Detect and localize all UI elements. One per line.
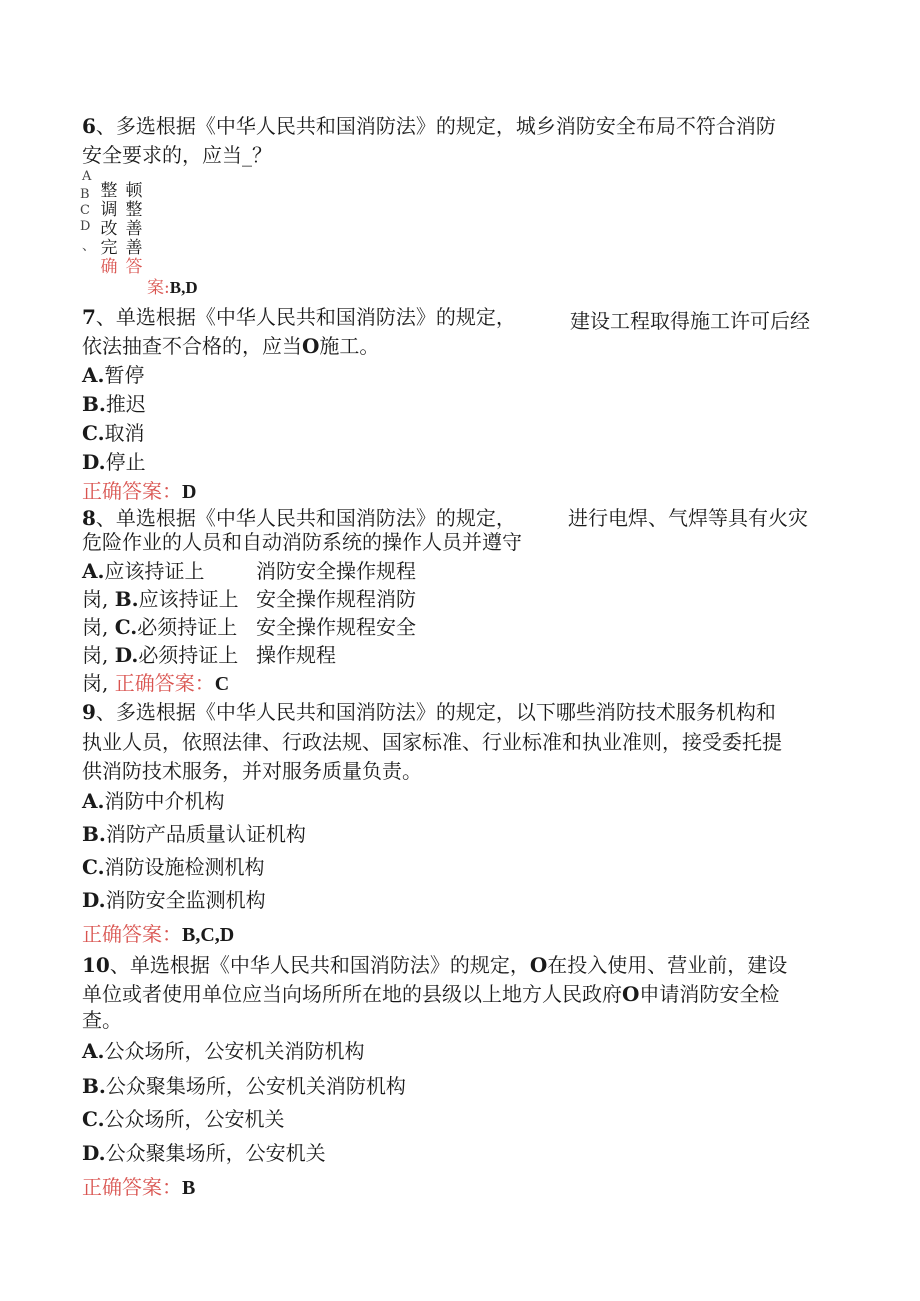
q10-line1 [82, 952, 787, 978]
q7-option-c-label: C. [82, 421, 105, 445]
q8-answer-value: C [214, 673, 230, 695]
q9-line1 [82, 699, 776, 725]
q8-row-b-right [256, 586, 416, 612]
q10-blank-marker-2: O [622, 982, 640, 1006]
q7-option-b-label: B. [82, 392, 106, 416]
q10-text-line2a: 单位或者使用单位应当向场所所在地的县级以上地方人民政府 [82, 982, 622, 1006]
q7-option-a [82, 362, 144, 388]
q6-frag-sep: 、 [82, 239, 96, 254]
q9-text-line2: 执业人员，依照法律、行政法规、国家标准、行业标准和执业准则，接受委托提 [82, 730, 782, 754]
q6-text-line1: 、多选根据《中华人民共和国消防法》的规定，城乡消防安全布局不符合消防 [95, 114, 776, 138]
q10-text-line3: 查。 [82, 1008, 122, 1032]
q6-frag-a: A [82, 169, 92, 184]
q9-option-a-label: A. [82, 789, 105, 813]
q7-answer [82, 478, 196, 505]
q6-answer-label: 案: [147, 278, 170, 298]
q8-row-d-right-text: 操作规程 [256, 643, 336, 667]
q8-row-b-right-text: 安全操作规程消防 [256, 587, 416, 611]
q6-answer [147, 278, 198, 298]
q9-option-b [82, 821, 306, 847]
q7-line1 [82, 304, 516, 330]
q8-option-b-label: B. [114, 587, 139, 611]
q8-last-prefix: 岗, [82, 671, 109, 695]
q8-text-line1a: 、单选根据《中华人民共和国消防法》的规定， [95, 506, 516, 530]
q10-text-line1c: 在投入使用、营业前，建设 [547, 953, 788, 977]
q6-number: 6 [82, 114, 96, 138]
q10-number: 10 [82, 953, 110, 977]
q9-text-line1: 、多选根据《中华人民共和国消防法》的规定，以下哪些消防技术服务机构和 [95, 700, 776, 724]
q8-option-d-label: D. [114, 643, 139, 667]
q10-answer [82, 1174, 195, 1201]
q9-option-c-label: C. [82, 855, 105, 879]
q6-col1-char: 改 [100, 219, 118, 239]
q8-option-b-text: 应该持证上 [138, 587, 239, 611]
q10-option-a-text: 公众场所，公安机关消防机构 [104, 1039, 365, 1063]
q6-col2-char: 整 [125, 200, 143, 220]
q6-line2 [82, 142, 272, 168]
q7-answer-label: 正确答案： [82, 479, 182, 503]
q8-option-c-text: 必须持证上 [137, 615, 238, 639]
q7-text-line1a: 、单选根据《中华人民共和国消防法》的规定， [95, 305, 516, 329]
q9-option-d [82, 887, 266, 913]
q6-col2-char: 答 [125, 257, 143, 277]
q10-option-d-label: D. [82, 1141, 106, 1165]
q6-col1-char: 确 [100, 257, 118, 277]
q7-option-b [82, 391, 146, 417]
q8-row-c-right [256, 614, 416, 640]
q10-option-c-label: C. [82, 1107, 105, 1131]
q6-line1 [82, 113, 776, 139]
q8-row-d-prefix: 岗, [82, 643, 109, 667]
q8-number: 8 [82, 506, 96, 530]
q8-option-a-text: 应该持证上 [104, 559, 205, 583]
q10-option-d-text: 公众聚集场所，公安机关 [105, 1141, 326, 1165]
q7-option-d [82, 449, 146, 475]
q6-col2-char: 善 [125, 219, 143, 239]
q9-answer [82, 921, 234, 948]
q6-col1-char: 调 [100, 200, 118, 220]
q10-option-d [82, 1140, 326, 1166]
q7-line2 [82, 333, 379, 359]
q6-col2-char: 善 [125, 238, 143, 258]
q10-line2 [82, 981, 779, 1007]
q7-text-line2c: 施工。 [319, 334, 380, 358]
q7-option-c-text: 取消 [104, 421, 145, 445]
q10-option-b-text: 公众聚集场所，公安机关消防机构 [105, 1074, 406, 1098]
q7-blank-marker: O [302, 334, 320, 358]
q8-option-a-label: A. [82, 559, 105, 583]
q8-text-line1b: 进行电焊、气焊等具有火灾 [568, 506, 808, 530]
q7-option-d-label: D. [82, 450, 106, 474]
q8-answer-label: 正确答案： [114, 671, 215, 695]
q6-col1-char: 整 [100, 181, 118, 201]
q8-row-b-left [82, 586, 239, 612]
q7-text-line2a: 依法抽查不合格的，应当 [82, 334, 302, 358]
q8-row-c-prefix: 岗, [82, 615, 109, 639]
q8-row-b-prefix: 岗, [82, 587, 109, 611]
q9-line2 [82, 729, 782, 755]
q10-option-b-label: B. [82, 1074, 106, 1098]
q10-blank-marker-1: O [529, 953, 548, 977]
q8-line1-right [568, 505, 808, 531]
q7-number: 7 [82, 305, 96, 329]
q7-option-d-text: 停止 [105, 450, 146, 474]
q7-line1-right [570, 308, 810, 334]
q8-row-a-right [256, 558, 416, 584]
q9-number: 9 [82, 700, 96, 724]
q8-option-c-label: C. [114, 615, 138, 639]
q9-option-d-text: 消防安全监测机构 [105, 888, 266, 912]
q6-frag-d: D [80, 219, 91, 234]
q10-answer-value: B [182, 1177, 196, 1199]
q8-row-c-left [82, 614, 237, 640]
q8-row-d-left [82, 642, 238, 668]
q7-option-a-label: A. [82, 363, 105, 387]
q9-option-b-label: B. [82, 822, 106, 846]
q10-text-line1a: 、单选根据《中华人民共和国消防法》的规定， [109, 953, 530, 977]
q9-answer-value: B,C,D [182, 924, 235, 946]
q10-option-a-label: A. [82, 1039, 105, 1063]
q8-row-a-left [82, 558, 204, 584]
q6-answer-value: B,D [169, 278, 198, 297]
q7-answer-value: D [182, 481, 197, 503]
q6-frag-c: C [80, 203, 90, 218]
q7-option-b-text: 推迟 [105, 392, 146, 416]
q7-option-c [82, 420, 145, 446]
q9-option-a-text: 消防中介机构 [104, 789, 225, 813]
q8-row-c-right-text: 安全操作规程安全 [256, 615, 416, 639]
q10-text-line2c: 申请消防安全检 [639, 982, 780, 1006]
q6-col2-char: 顿 [125, 181, 143, 201]
q9-option-b-text: 消防产品质量认证机构 [105, 822, 306, 846]
q10-option-a [82, 1038, 364, 1064]
q10-option-c-text: 公众场所，公安机关 [104, 1107, 285, 1131]
q6-column-1 [98, 182, 120, 277]
q6-text-line2: 安全要求的，应当_？ [82, 143, 272, 167]
q9-option-a [82, 788, 224, 814]
q6-frag-b: B [80, 187, 90, 202]
q7-text-line1b: 建设工程取得施工许可后经 [570, 309, 810, 333]
q9-option-c-text: 消防设施检测机构 [104, 855, 265, 879]
q9-text-line3: 供消防技术服务，并对服务质量负责。 [82, 759, 422, 783]
q8-row-d-right [256, 642, 336, 668]
q8-option-d-text: 必须持证上 [138, 643, 239, 667]
q6-col1-char: 完 [100, 238, 118, 258]
q8-line1 [82, 505, 516, 531]
q10-option-c [82, 1106, 285, 1132]
q10-line3 [82, 1007, 122, 1033]
q9-option-d-label: D. [82, 888, 106, 912]
q10-answer-label: 正确答案： [82, 1175, 182, 1199]
q9-option-c [82, 854, 265, 880]
q8-answer-row [82, 670, 229, 697]
q10-option-b [82, 1073, 406, 1099]
q8-line2 [82, 529, 522, 555]
q9-answer-label: 正确答案： [82, 922, 182, 946]
q8-text-line2: 危险作业的人员和自动消防系统的操作人员并遵守 [82, 530, 522, 554]
q7-option-a-text: 暂停 [104, 363, 145, 387]
q8-row-a-right-text: 消防安全操作规程 [256, 559, 416, 583]
q9-line3 [82, 758, 422, 784]
q6-column-2 [123, 182, 145, 277]
